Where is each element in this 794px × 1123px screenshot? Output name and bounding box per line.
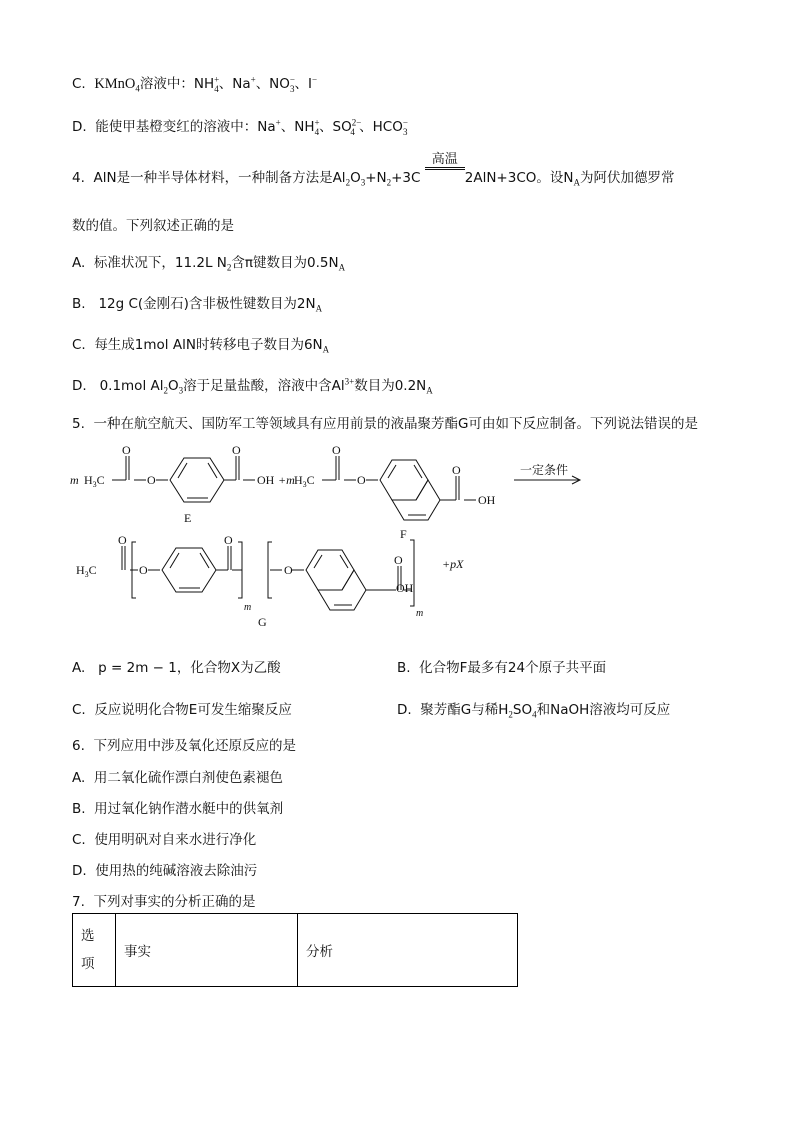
q5-stem: [72, 412, 698, 432]
h3c-group: $H_3C$: [76, 563, 97, 579]
atom-o: O: [122, 443, 131, 457]
q5-option-d: D. 聚芳酯G与稀$H_2SO_4$和NaOH溶液均可反应: [397, 702, 671, 720]
option-label: C.: [72, 702, 86, 718]
option-text: 含π键数目为0.5N: [231, 255, 339, 271]
q5-option-b: [397, 656, 606, 676]
atom-o: O: [452, 463, 461, 477]
question-number: 5.: [72, 416, 85, 432]
option-text: 、Na: [218, 76, 251, 92]
stem-text: +N: [365, 170, 387, 186]
stem-text: +3C: [391, 170, 421, 186]
reaction-condition: 一定条件: [520, 463, 569, 477]
atom-oh: OH: [396, 581, 414, 595]
option-text: SO: [512, 702, 533, 718]
atom-o: O: [139, 563, 148, 577]
option-text: 用二氧化硫作漂白剂使色素褪色: [93, 770, 283, 786]
option-text: 聚芳酯G与稀H: [420, 702, 509, 718]
option-label: C.: [72, 76, 86, 92]
q6-option-a: [72, 766, 283, 786]
stem-text: 下列对事实的分析正确的是: [93, 894, 256, 910]
option-text: 、SO: [319, 119, 352, 135]
formula: KMnO: [94, 76, 136, 92]
q3-option-c: C. KMnO$_4$溶液中：$NH^+_4$、Na+、$NO^-_3$、I−: [72, 74, 318, 94]
q7-table: [72, 913, 518, 987]
option-text: 使用明矾对自来水进行净化: [94, 832, 257, 848]
question-number: 4.: [72, 170, 85, 186]
option-text: 、NO: [255, 76, 290, 92]
option-text: 能使甲基橙变红的溶液中：Na: [95, 119, 276, 135]
condition-text: 高温: [425, 153, 465, 170]
plus-coefficient: +m: [278, 473, 295, 487]
atom-oh: OH: [478, 493, 496, 507]
option-text: 化合物F最多有24个原子共平面: [419, 660, 607, 676]
question-number: 7.: [72, 894, 85, 910]
q7-stem: [72, 890, 255, 910]
option-text: 、HCO: [359, 119, 403, 135]
option-text: O: [167, 378, 179, 394]
repeat-m: m: [244, 602, 252, 613]
compound-label-g: G: [258, 615, 267, 629]
atom-o: O: [332, 443, 341, 457]
option-text: 用过氧化钠作潜水艇中的供氧剂: [94, 801, 284, 817]
atom-o: O: [224, 533, 233, 547]
option-label: C.: [72, 337, 86, 353]
q5-option-c: [72, 698, 292, 718]
q4-stem: 4. AlN是一种半导体材料，一种制备方法是$Al_2O_3+N_2+3C$ 高温 2AlN+3CO。设$N_A$为阿伏加德罗常: [72, 152, 675, 188]
atom-o: O: [118, 533, 127, 547]
option-label: B.: [397, 660, 411, 676]
option-text: 溶于足量盐酸，溶液中含Al: [183, 378, 345, 394]
q6-option-d: [72, 859, 257, 879]
option-text: 、NH: [280, 119, 315, 135]
atom-o: O: [284, 563, 293, 577]
option-text: 使用热的纯碱溶液去除油污: [95, 863, 258, 879]
compound-label-e: E: [184, 511, 192, 525]
stem-text: AlN是一种半导体材料，一种制备方法是Al: [93, 170, 346, 186]
h3c-group: $H_3C$: [294, 473, 315, 489]
option-text: p = 2m − 1，化合物X为乙酸: [98, 660, 281, 676]
atom-o: O: [394, 553, 403, 567]
stem-text: 一种在航空航天、国防军工等领域具有应用前景的液晶聚芳酯G可由如下反应制备。下列说法错误的是: [93, 416, 698, 432]
option-label: C.: [72, 832, 86, 848]
header-text: 选: [81, 928, 95, 944]
option-text: 溶液中：NH: [139, 76, 215, 92]
reaction-condition: [425, 152, 465, 186]
option-text: 数目为0.2N: [354, 378, 427, 394]
polymerization-reaction-scheme: [60, 440, 600, 640]
stem-text: 2AlN+3CO。设N: [464, 170, 574, 186]
option-text: 每生成1mol AlN时转移电子数目为6N: [94, 337, 323, 353]
header-cell-option: [73, 914, 116, 987]
q4-option-c: C. 每生成1mol AlN时转移电子数目为$6N_A$: [72, 337, 330, 355]
header-text: 项: [81, 956, 95, 972]
option-label: D.: [72, 378, 87, 394]
q4-option-d: D. 0.1mol $Al_2O_3$溶于足量盐酸，溶液中含$Al^{3+}$数目为$0.2N_A$: [72, 376, 433, 396]
byproduct-px: +pX: [442, 557, 464, 571]
q4-option-a: A. 标准状况下，11.2L $N_2$含π键数目为$0.5N_A$: [72, 255, 346, 273]
atom-oh: OH: [257, 473, 275, 487]
q6-option-b: [72, 797, 283, 817]
coefficient-m: m: [70, 473, 79, 487]
atom-o: O: [357, 473, 366, 487]
option-label: D.: [397, 702, 412, 718]
option-label: A.: [72, 255, 86, 271]
option-label: A.: [72, 770, 86, 786]
option-label: D.: [72, 119, 87, 135]
q3-option-d: D. 能使甲基橙变红的溶液中：Na+、$NH^+_4$、$SO^{2-}_4$ 、$HCO^-_3$: [72, 117, 408, 137]
option-label: B.: [72, 296, 86, 312]
option-label: D.: [72, 863, 87, 879]
q5-option-a: [72, 656, 281, 676]
atom-o: O: [232, 443, 241, 457]
option-text: 和NaOH溶液均可反应: [536, 702, 671, 718]
option-label: B.: [72, 801, 86, 817]
option-text: 12g C(金刚石)含非极性键数目为2N: [98, 296, 316, 312]
q6-option-c: [72, 828, 256, 848]
option-text: 反应说明化合物E可发生缩聚反应: [94, 702, 292, 718]
h3c-group: $H_3C$: [84, 473, 105, 489]
atom-o: O: [147, 473, 156, 487]
option-text: 0.1mol Al: [99, 378, 164, 394]
stem-text: O: [350, 170, 361, 186]
stem-text: 下列应用中涉及氧化还原反应的是: [93, 738, 296, 754]
header-cell-analysis: 分析: [298, 914, 518, 987]
option-text: 、I: [294, 76, 312, 92]
repeat-m: m: [416, 608, 424, 619]
header-cell-fact: 事实: [116, 914, 298, 987]
table-header-row: [73, 914, 518, 987]
q4-stem-2: 数的值。下列叙述正确的是: [72, 218, 234, 234]
compound-label-f: F: [400, 527, 407, 541]
q6-stem: [72, 734, 296, 754]
stem-text: 为阿伏加德罗常: [579, 170, 675, 186]
option-label: A.: [72, 660, 86, 676]
option-text: 标准状况下，11.2L N: [93, 255, 227, 271]
q4-option-b: B. 12g C(金刚石)含非极性键数目为$2N_A$: [72, 296, 323, 314]
question-number: 6.: [72, 738, 85, 754]
